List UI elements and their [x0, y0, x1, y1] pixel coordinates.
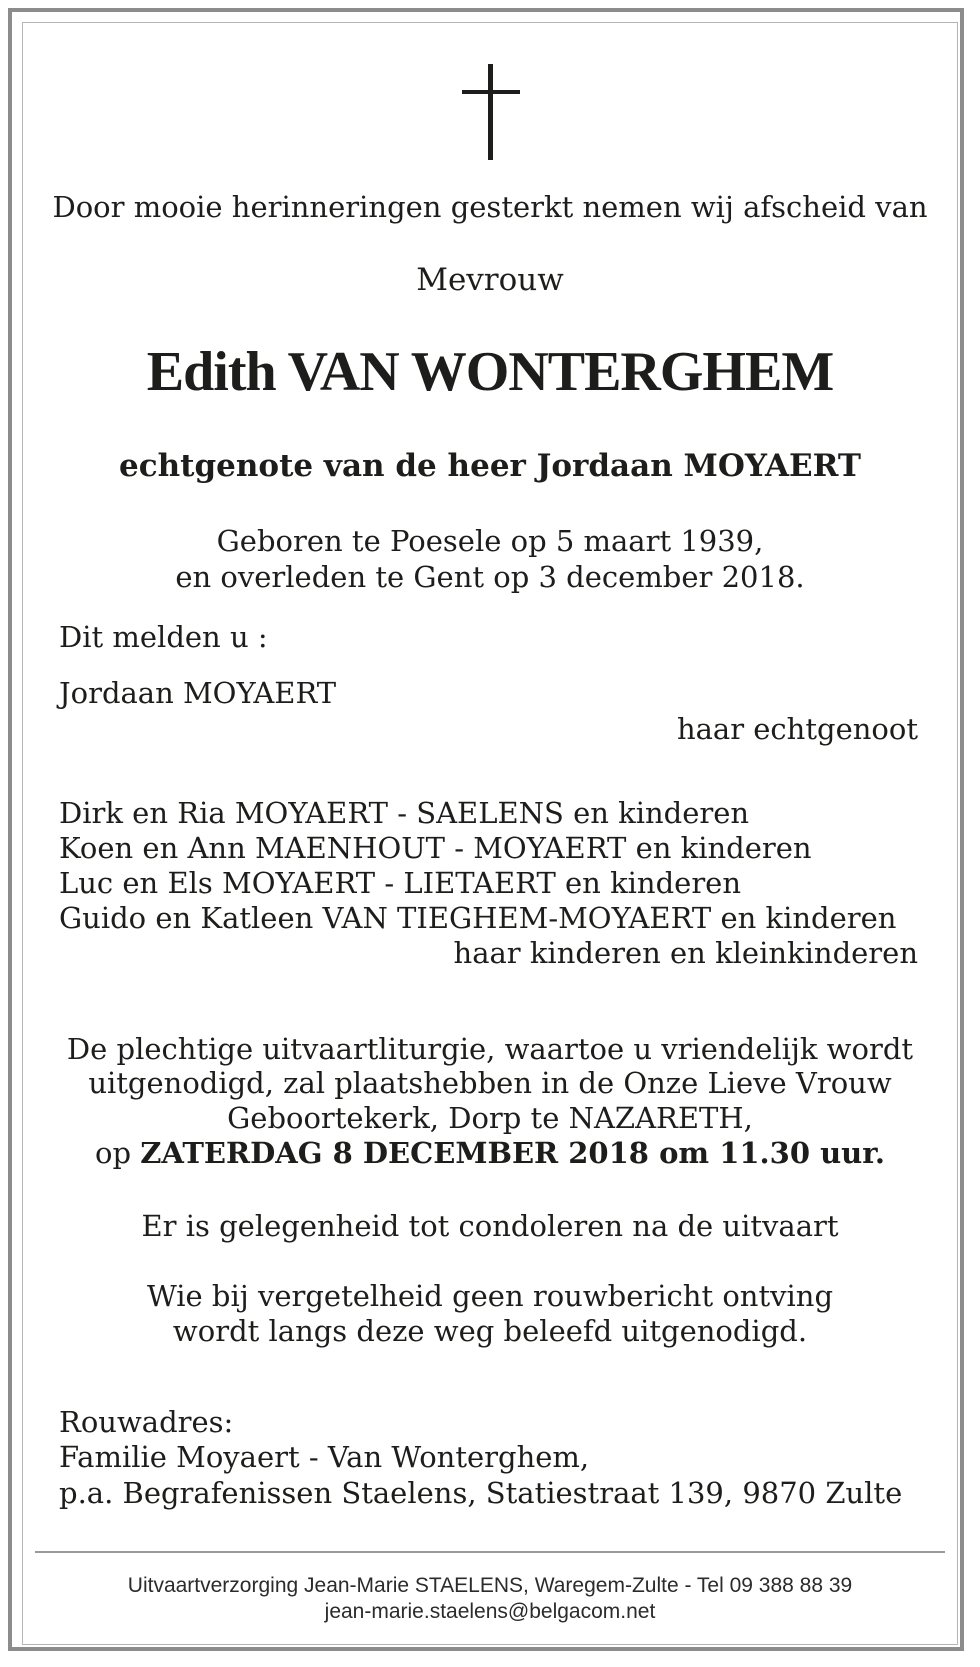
- spouse-name: Jordaan MOYAERT: [59, 676, 337, 710]
- invitation-line-2: wordt langs deze weg beleefd uitgenodigd.: [172, 1314, 808, 1348]
- footer-line-1: Uitvaartverzorging Jean-Marie STAELENS, Waregem-Zulte - Tel 09 388 88 39: [127, 1574, 853, 1597]
- funeral-date: ZATERDAG 8 DECEMBER 2018 om 11.30 uur.: [140, 1136, 885, 1170]
- birth-line: Geboren te Poesele op 5 maart 1939,: [216, 524, 764, 558]
- child-line-3: Luc en Els MOYAERT - LIETAERT en kinderen: [59, 866, 742, 900]
- address-label: Rouwadres:: [59, 1405, 234, 1439]
- funeral-line-1: De plechtige uitvaartliturgie, waartoe u vriendelijk wordt: [66, 1032, 914, 1066]
- children-relation: haar kinderen en kleinkinderen: [453, 936, 918, 970]
- footer-email[interactable]: jean-marie.staelens@belgacom.net: [324, 1600, 656, 1623]
- funeral-line-2: uitgenodigd, zal plaatshebben in de Onze Lieve Vrouw: [88, 1066, 892, 1100]
- spouse-line: echtgenote van de heer Jordaan MOYAERT: [119, 448, 861, 484]
- title: Mevrouw: [416, 262, 564, 298]
- funeral-line-3: Geboortekerk, Dorp te NAZARETH,: [227, 1101, 753, 1135]
- address-line-1: Familie Moyaert - Van Wonterghem,: [59, 1440, 590, 1474]
- address-line-2: p.a. Begrafenissen Staelens, Statiestraat 139, 9870 Zulte: [59, 1476, 903, 1510]
- death-line: en overleden te Gent op 3 december 2018.: [175, 560, 805, 594]
- funeral-line-4: [0, 1136, 980, 1170]
- deceased-name: Edith VAN WONTERGHEM: [146, 341, 834, 403]
- intro-text: Door mooie herinneringen gesterkt nemen wij afscheid van: [52, 190, 928, 224]
- child-line-2: Koen en Ann MAENHOUT - MOYAERT en kinderen: [59, 831, 812, 865]
- cross-icon: [462, 64, 520, 160]
- funeral-date-prefix: op: [95, 1136, 132, 1170]
- spouse-relation: haar echtgenoot: [676, 712, 918, 746]
- announce-text: Dit melden u :: [59, 620, 268, 654]
- invitation-line-1: Wie bij vergetelheid geen rouwbericht ontving: [146, 1279, 834, 1313]
- condolence-text: Er is gelegenheid tot condoleren na de uitvaart: [141, 1209, 839, 1243]
- child-line-4: Guido en Katleen VAN TIEGHEM-MOYAERT en kinderen: [59, 901, 897, 935]
- footer-divider: [35, 1551, 945, 1553]
- child-line-1: Dirk en Ria MOYAERT - SAELENS en kinderen: [59, 796, 750, 830]
